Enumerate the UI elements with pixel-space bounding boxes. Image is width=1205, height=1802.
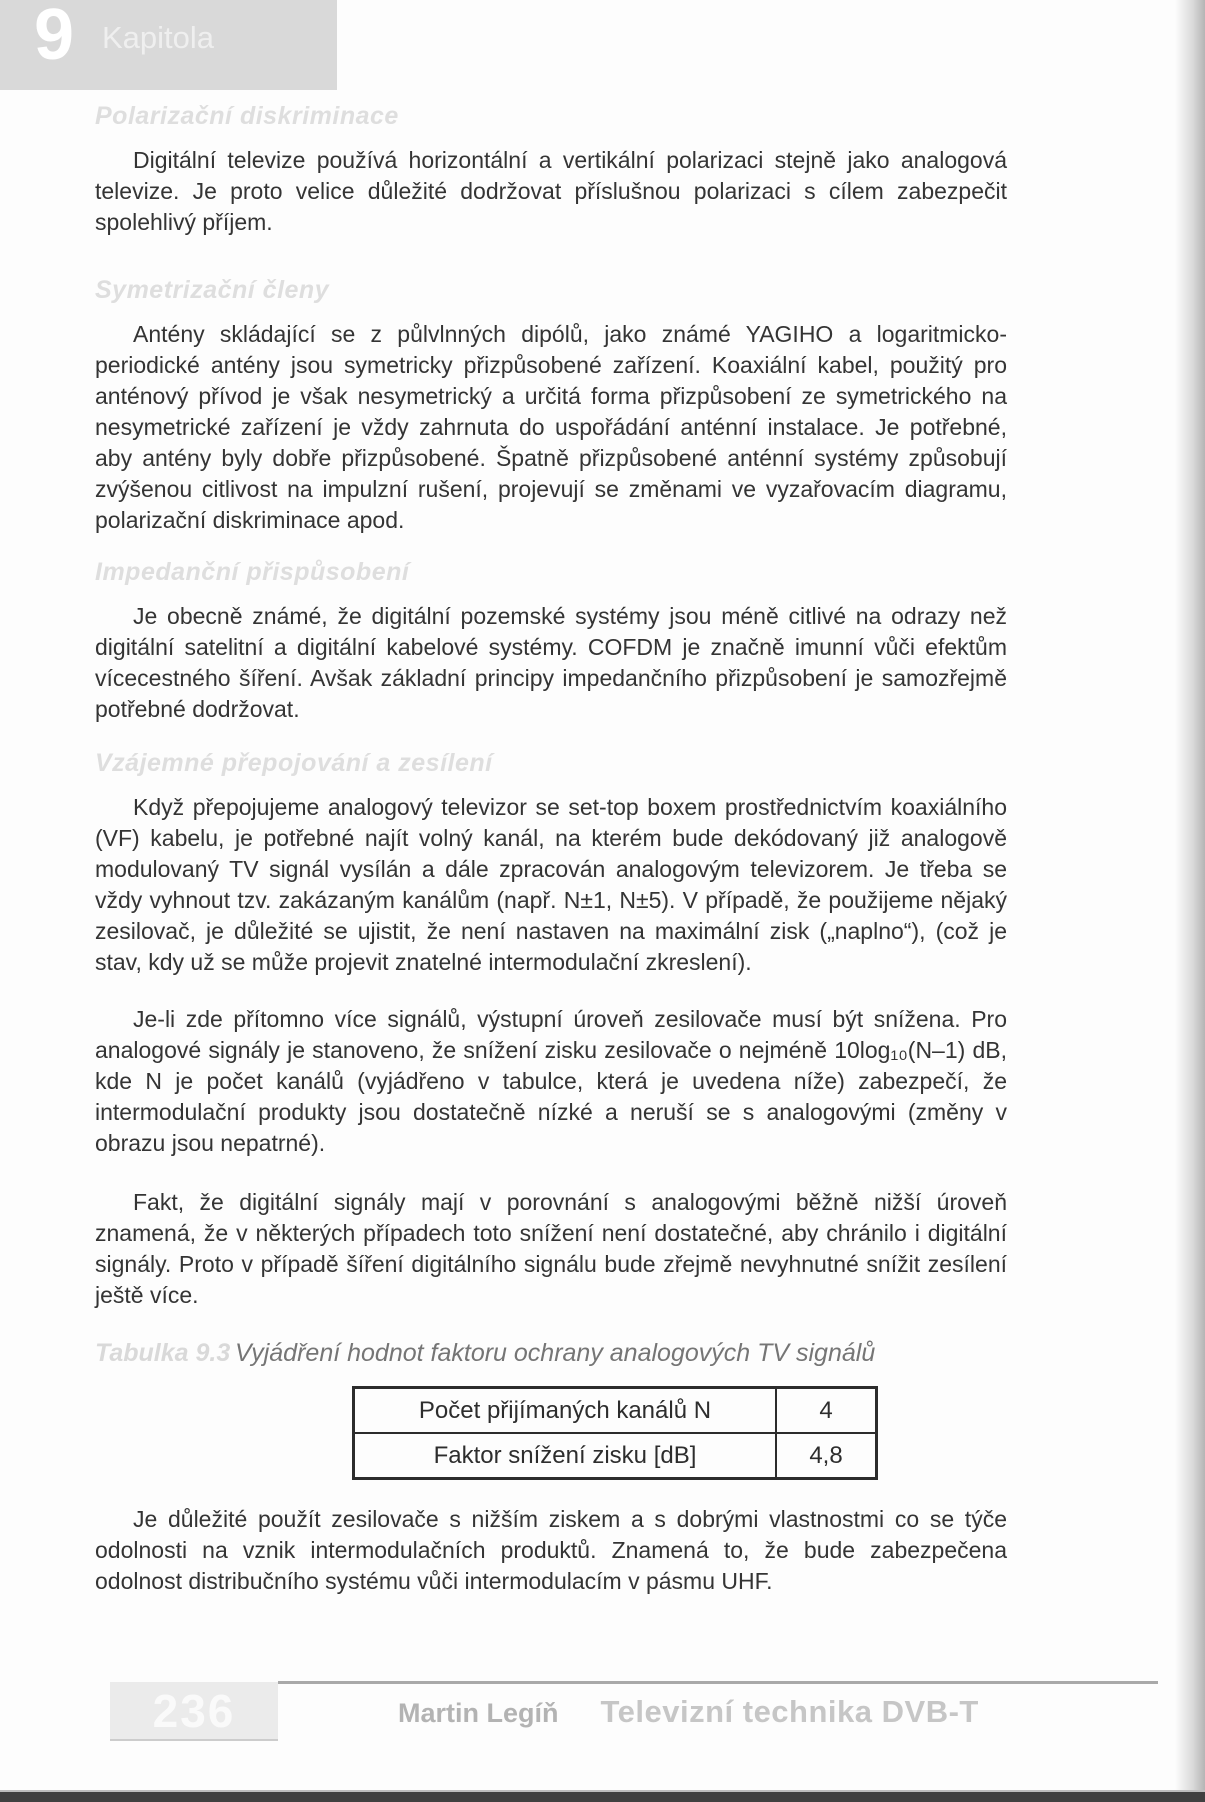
footer-author: Martin Legíň [398, 1698, 559, 1728]
table-cell-label: Faktor snížení zisku [dB] [354, 1433, 777, 1479]
table-cell-label: Počet přijímaných kanálů N [354, 1388, 777, 1434]
paragraph: Když přepojujeme analogový televizor se set-top boxem prostřednictvím koaxiálního (VF) kabelu, je potřebné najít volný kanál, na kterém bude dekódovaný již analogově modulovaný TV signál vysílán a dále zpracován analogovým televizorem. Je třeba se vždy vyhnout tzv. zakázaným kanálům (např. N±1, N±5). V případě, že použijeme nějaký zesilovač, je důležité se ujistit, že není nastaven na maximální zisk („naplno“), (což je stav, kdy už se může projevit znatelné intermodulační zkreslení). [95, 794, 1007, 975]
section-heading-polarization: Polarizační diskriminace [95, 102, 399, 130]
table-cell-value: 4,8 [776, 1433, 877, 1479]
paragraph: Digitální televize používá horizontální a vertikální polarizaci stejně jako analogová televize. Je proto velice důležité dodržovat příslušnou polarizaci s cílem zabezpečit spolehlivý příjem. [95, 147, 1007, 235]
paragraph: Antény skládající se z půlvlnných dipólů, jako známé YAGIHO a logaritmicko-periodické antény jsou symetricky přizpůsobené zařízení. Koaxiální kabel, použitý pro anténový přívod je však nesymetrický a určitá forma přizpůsobení ze symetrického na nesymetrické zařízení je vždy zahrnuta do uspořádání anténní instalace. Je potřebné, aby antény byly dobře přizpůsobené. Špatně přizpůsobené anténní systémy způsobují zvýšenou citlivost na impulzní rušení, projevují se změnami ve vyzařovacím diagramu, polarizační diskriminace apod. [95, 321, 1007, 533]
protection-factor-table [352, 1386, 878, 1480]
scan-bottom-strip [0, 1790, 1205, 1802]
chapter-banner [0, 0, 337, 90]
page-number-box [110, 1682, 278, 1741]
section-heading-baluns: Symetrizační členy [95, 276, 330, 304]
text-column [95, 102, 1007, 1597]
chapter-number: 9 [34, 0, 76, 75]
page-number: 236 [152, 1684, 236, 1737]
footer-rule [278, 1681, 1158, 1684]
table-caption-label: Tabulka 9.3 [95, 1339, 231, 1367]
table-row [354, 1433, 877, 1479]
table-caption [95, 1339, 1007, 1368]
footer-book-title: Televizní technika DVB-T [600, 1694, 979, 1729]
table-cell-value: 4 [776, 1388, 877, 1434]
chapter-label: Kapitola [102, 20, 215, 55]
section-heading-impedance: Impedanční přispůsobení [95, 558, 410, 586]
table-caption-text: Vyjádření hodnot faktoru ochrany analogových TV signálů [235, 1339, 876, 1367]
paragraph: Je obecně známé, že digitální pozemské systémy jsou méně citlivé na odrazy než digitální satelitní a digitální kabelové systémy. COFDM je značně imunní vůči efektům vícecestného šíření. Avšak základní principy impedančního přizpůsobení je samozřejmě potřebné dodržovat. [95, 603, 1007, 722]
section-heading-interconnection: Vzájemné přepojování a zesílení [95, 749, 493, 777]
paragraph: Je-li zde přítomno více signálů, výstupní úroveň zesilovače musí být snížena. Pro analogové signály je stanoveno, že snížení zisku zesilovače o nejméně 10log₁₀(N–1) dB, kde N je počet kanálů (vyjádřeno v tabulce, která je uvedena níže) zabezpečí, že intermodulační produkty jsou dostatečně nízké a neruší se s analogovými (změny v obrazu jsou nepatrné). [95, 1006, 1007, 1156]
paragraph: Fakt, že digitální signály mají v porovnání s analogovými běžně nižší úroveň znamená, že v některých případech toto snížení není dostatečné, aby chránilo i digitální signály. Proto v případě šíření digitálního signálu bude zřejmě nevyhnutné snížit zesílení ještě více. [95, 1189, 1007, 1308]
footer-line [398, 1694, 979, 1730]
page-edge-shadow [1175, 0, 1205, 1802]
closing-paragraph: Je důležité použít zesilovače s nižším ziskem a s dobrými vlastnostmi co se týče odolnosti na vznik intermodulačních produktů. Znamená to, že bude zabezpečena odolnost distribučního systému vůči intermodulacím v pásmu UHF. [95, 1506, 1007, 1594]
table-row [354, 1388, 877, 1434]
